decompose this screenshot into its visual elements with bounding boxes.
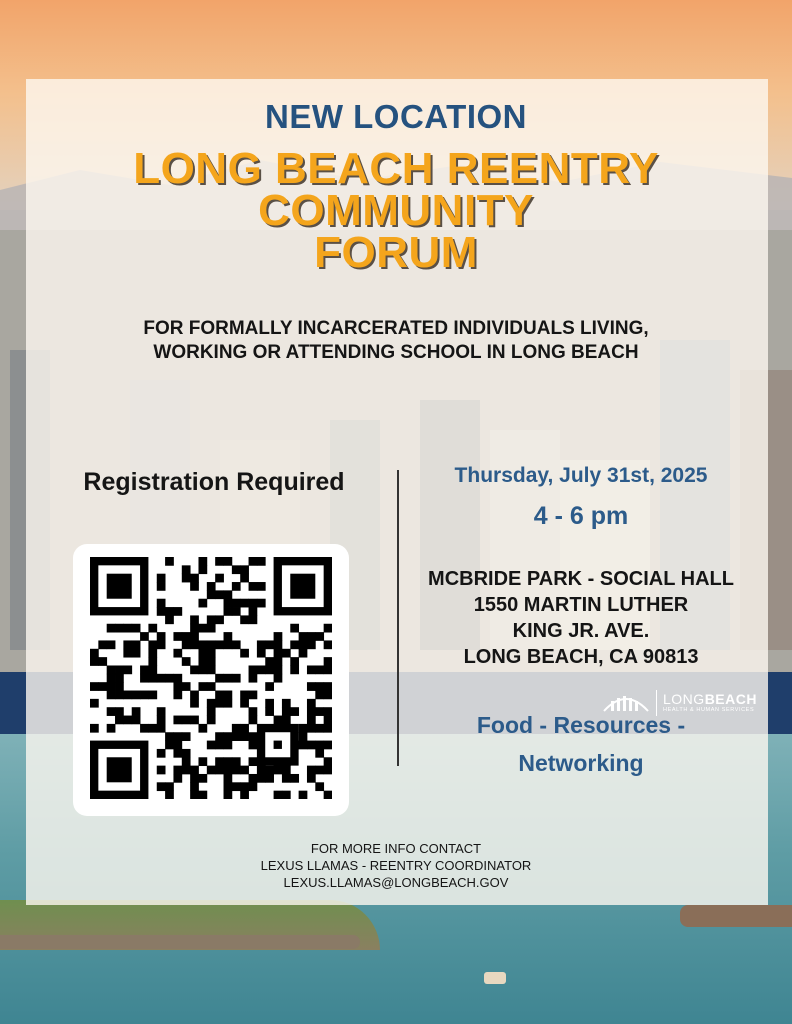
event-offerings xyxy=(420,706,742,782)
title-line-1: LONG BEACH REENTRY xyxy=(133,144,659,193)
title-line-3: FORUM xyxy=(314,228,478,277)
audience-description xyxy=(0,317,792,365)
boat-background xyxy=(484,972,506,984)
event-title xyxy=(0,144,792,277)
event-address xyxy=(396,566,766,670)
address-line-4: LONG BEACH, CA 90813 xyxy=(463,646,699,668)
contact-heading: FOR MORE INFO CONTACT xyxy=(310,841,482,856)
address-line-3: KING JR. AVE. xyxy=(512,620,650,642)
new-location-heading: NEW LOCATION xyxy=(264,98,528,135)
address-line-2: 1550 MARTIN LUTHER xyxy=(473,594,689,616)
registration-label: Registration Required xyxy=(83,468,345,496)
offerings-line-2: Networking xyxy=(518,750,644,776)
event-date: Thursday, July 31st, 2025 xyxy=(454,464,708,487)
audience-line-2: WORKING OR ATTENDING SCHOOL IN LONG BEACH xyxy=(153,342,639,363)
contact-name: LEXUS LLAMAS - REENTRY COORDINATOR xyxy=(260,858,532,873)
address-line-1: MCBRIDE PARK - SOCIAL HALL xyxy=(428,568,734,590)
jetty-background xyxy=(0,935,360,949)
logo-subtitle: HEALTH & HUMAN SERVICES xyxy=(663,707,755,713)
contact-info xyxy=(0,840,792,891)
jetty-right-background xyxy=(680,905,792,927)
title-line-2: COMMUNITY xyxy=(258,186,534,235)
logo-long: LONG xyxy=(663,691,705,707)
logo-beach: BEACH xyxy=(704,691,757,707)
contact-email[interactable]: LEXUS.LLAMAS@LONGBEACH.GOV xyxy=(283,875,509,890)
offerings-line-1: Food - Resources - xyxy=(476,712,686,738)
qr-code-icon[interactable] xyxy=(90,557,332,799)
audience-line-1: FOR FORMALLY INCARCERATED INDIVIDUALS LIVING, xyxy=(143,318,649,339)
event-time: 4 - 6 pm xyxy=(533,502,629,530)
